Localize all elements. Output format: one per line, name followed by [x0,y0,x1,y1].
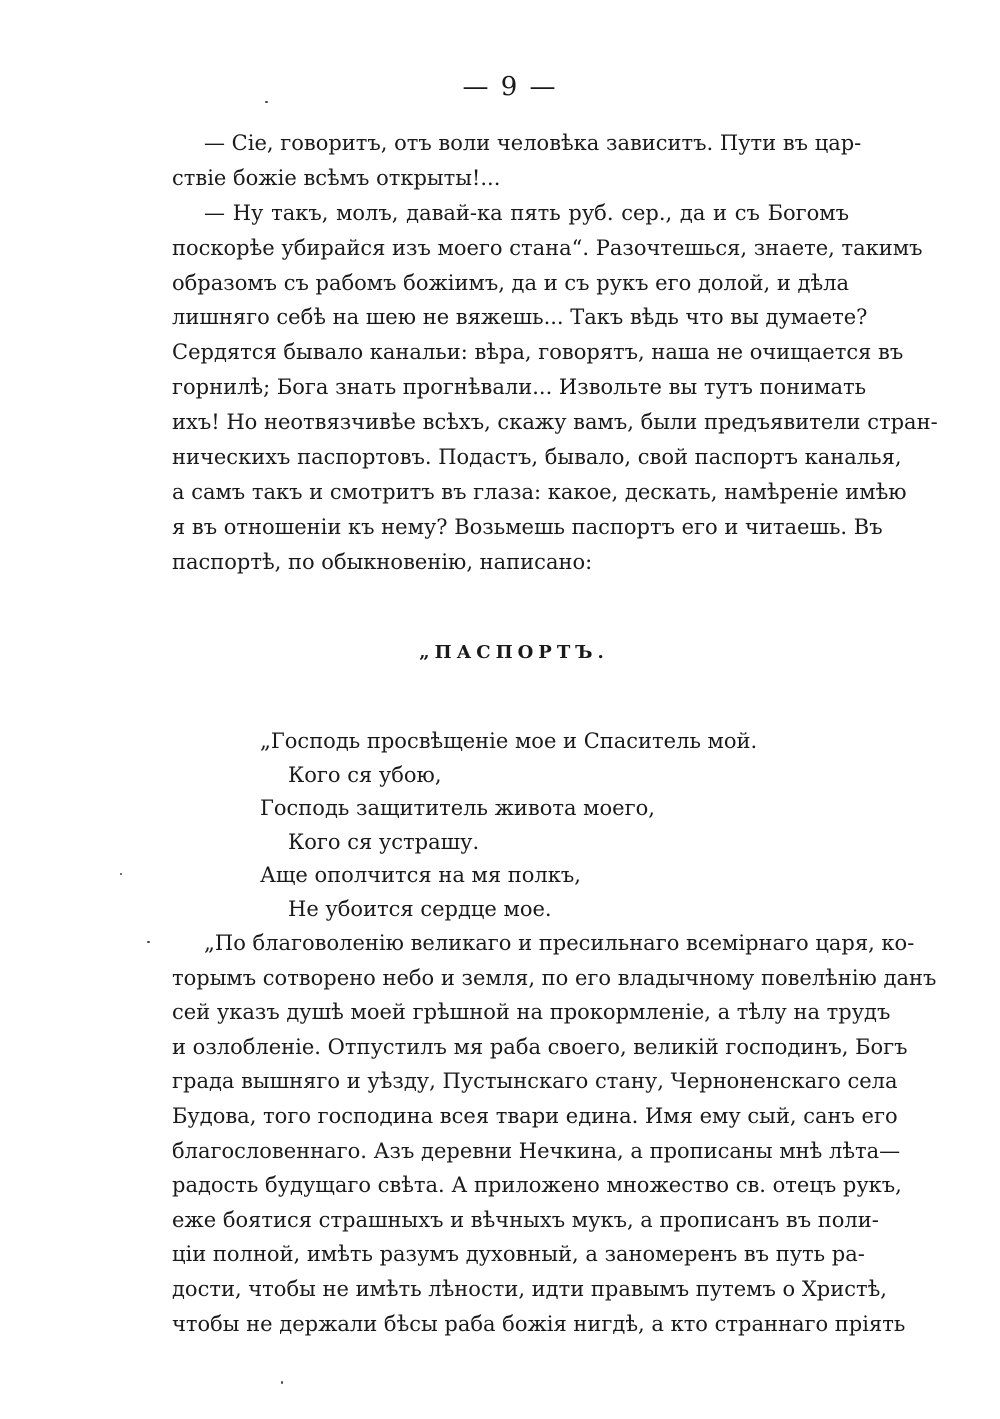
verse-line: Кого ся устрашу. [288,829,480,854]
text-line: Будова, того господина всея твари едина. Имя ему сый, санъ его [172,1103,898,1128]
text-line: ціи полной, имѣть разумъ духовный, а заномеренъ въ путь ра- [172,1242,865,1267]
text-line: а самъ такъ и смотритъ въ глаза: какое, дескать, намѣреніе имѣю [172,479,907,504]
text-line: торымъ сотворено небо и земля, по его владычному повелѣнію данъ [172,965,937,990]
scan-speck [281,1381,283,1384]
text-line: ствіе божіе всѣмъ открыты!... [172,165,501,190]
text-line: ихъ! Но неотвязчивѣе всѣхъ, скажу вамъ, были предъявители стран- [172,410,938,435]
scan-speck [147,941,150,943]
text-line: и озлобленіе. Отпустилъ мя раба своего, великій господинъ, Богъ [172,1034,908,1059]
page-number: — 9 — [462,72,558,102]
section-heading: „ПАСПОРТЪ. [419,642,609,663]
verse-block [260,725,760,927]
text-block-bottom [172,926,937,1341]
text-line: паспортѣ, по обыкновенію, написано: [172,549,593,574]
text-line: ническихъ паспортовъ. Подастъ, бывало, свой паспортъ каналья, [172,445,902,470]
text-line: образомъ съ рабомъ божіимъ, да и съ рукъ его долой, и дѣла [172,270,849,295]
text-line: радость будущаго свѣта. А приложено множество св. отецъ рукъ, [172,1173,902,1198]
verse-line: Аще ополчится на мя полкъ, [260,863,581,888]
text-line: Сердятся бывало канальи: вѣра, говорятъ, наша не очищается въ [172,340,904,365]
verse-line: „Господь просвѣщеніе мое и Спаситель мой. [260,729,758,753]
verse-line: Господь защититель живота моего, [260,796,655,821]
text-line: — Сіе, говоритъ, отъ воли человѣка зависитъ. Пути въ цар- [204,131,862,155]
text-line: сей указъ душѣ моей грѣшной на прокормленіе, а тѣлу на трудъ [172,1000,891,1025]
text-line: „По благоволенію великаго и пресильнаго всемірнаго царя, ко- [204,931,915,955]
scan-speck [265,101,268,103]
text-line: благословеннаго. Азъ деревни Нечкина, а прописаны мнѣ лѣта— [172,1138,901,1163]
verse-line: Не убоится сердце мое. [288,896,552,921]
text-line: горнилѣ; Бога знать прогнѣвали... Извольте вы тутъ понимать [172,375,867,400]
text-line: — Ну такъ, молъ, давай-ка пять руб. сер., да и съ Богомъ [204,200,849,225]
text-line: чтобы не держали бѣсы раба божія нигдѣ, а кто страннаго пріять [172,1311,906,1336]
text-line: дости, чтобы не имѣть лѣности, идти правымъ путемъ о Христѣ, [172,1276,887,1301]
text-line: поскорѣе убирайся изъ моего стана“. Разочтешься, знаете, такимъ [172,235,923,260]
verse-line: Кого ся убою, [288,762,442,787]
text-line: града вышняго и уѣзду, Пустынскаго стану, Черноненскаго села [172,1069,898,1094]
text-block-top [172,126,938,580]
scan-speck [120,873,122,875]
text-line: еже боятися страшныхъ и вѣчныхъ мукъ, а прописанъ въ поли- [172,1207,879,1232]
text-line: лишняго себѣ на шею не вяжешь... Такъ вѣдь что вы думаете? [172,305,868,330]
text-line: я въ отношеніи къ нему? Возьмешь паспортъ его и читаешь. Въ [172,514,883,539]
